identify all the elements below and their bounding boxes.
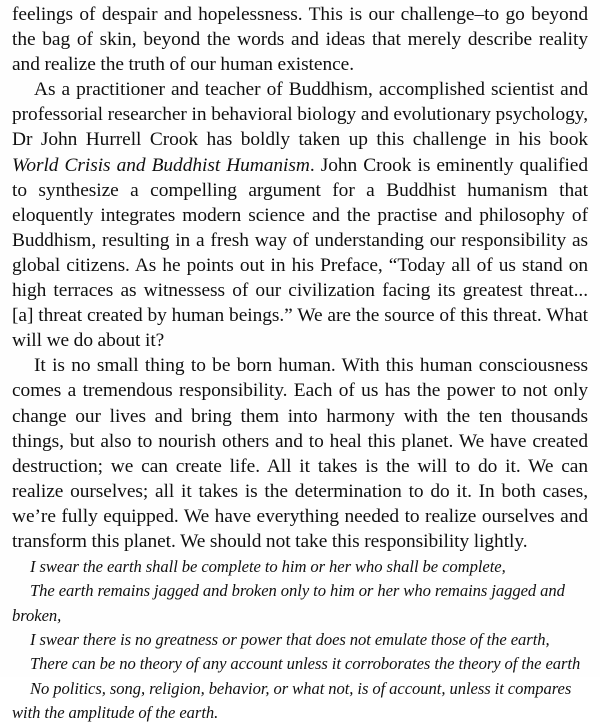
paragraph-text-before-title: As a practitioner and teacher of Buddhism, accomplished scientist and professorial researcher in behavioral biology and evolutionary psychology, Dr John Hurrell Crook has boldly taken up this challenge in his book: [12, 79, 588, 151]
verse-quotation-block: [0, 554, 600, 725]
paragraph-text-after-title: . John Crook is eminently qualified to synthesize a compelling argument for a Buddhist humanism that eloquently integrates modern science and the practise and philosophy of Buddhism, resulting in a fresh way of understanding our responsibility as global citizens. As he points out in his Preface, “Today all of us stand on high terraces as witnessess of our civilization facing its greatest threat... [a] threat created by human beings.” We are the source of this threat. What will we do about it?: [12, 154, 588, 352]
verse-line: I swear the earth shall be complete to him or her who shall be complete,: [30, 557, 506, 577]
paragraph-continuation: feelings of despair and hopelessness. This is our challenge–to go beyond the bag of skin, beyond the words and ideas that merely describe reality and realize the truth of our human existence.: [12, 4, 588, 76]
paragraph-human-responsibility: It is no small thing to be born human. With this human consciousness comes a tremendous responsibility. Each of us has the power to not only change our lives and bring them into harmony with the ten thousands things, but also to nourish others and to heal this planet. We have created destruction; we can create life. All it takes is the will to do it. We can realize ourselves; all it takes is the determination to do it. In both cases, we’re fully equipped. We have everything needed to realize ourselves and transform this planet. We should not take this responsibility lightly.: [12, 355, 588, 552]
book-title: World Crisis and Buddhist Humanism: [12, 154, 310, 176]
verse-line: I swear there is no greatness or power that does not emulate those of the earth,: [30, 629, 550, 649]
verse-line: There can be no theory of any account unless it corroborates the theory of the earth: [30, 654, 581, 674]
verse-line: The earth remains jagged and broken only to him or her who remains jagged and broken,: [12, 581, 565, 625]
paragraph-about-author: [12, 77, 588, 353]
verse-line: No politics, song, religion, behavior, or what not, is of account, unless it compares with the amplitude of the earth.: [12, 678, 572, 722]
